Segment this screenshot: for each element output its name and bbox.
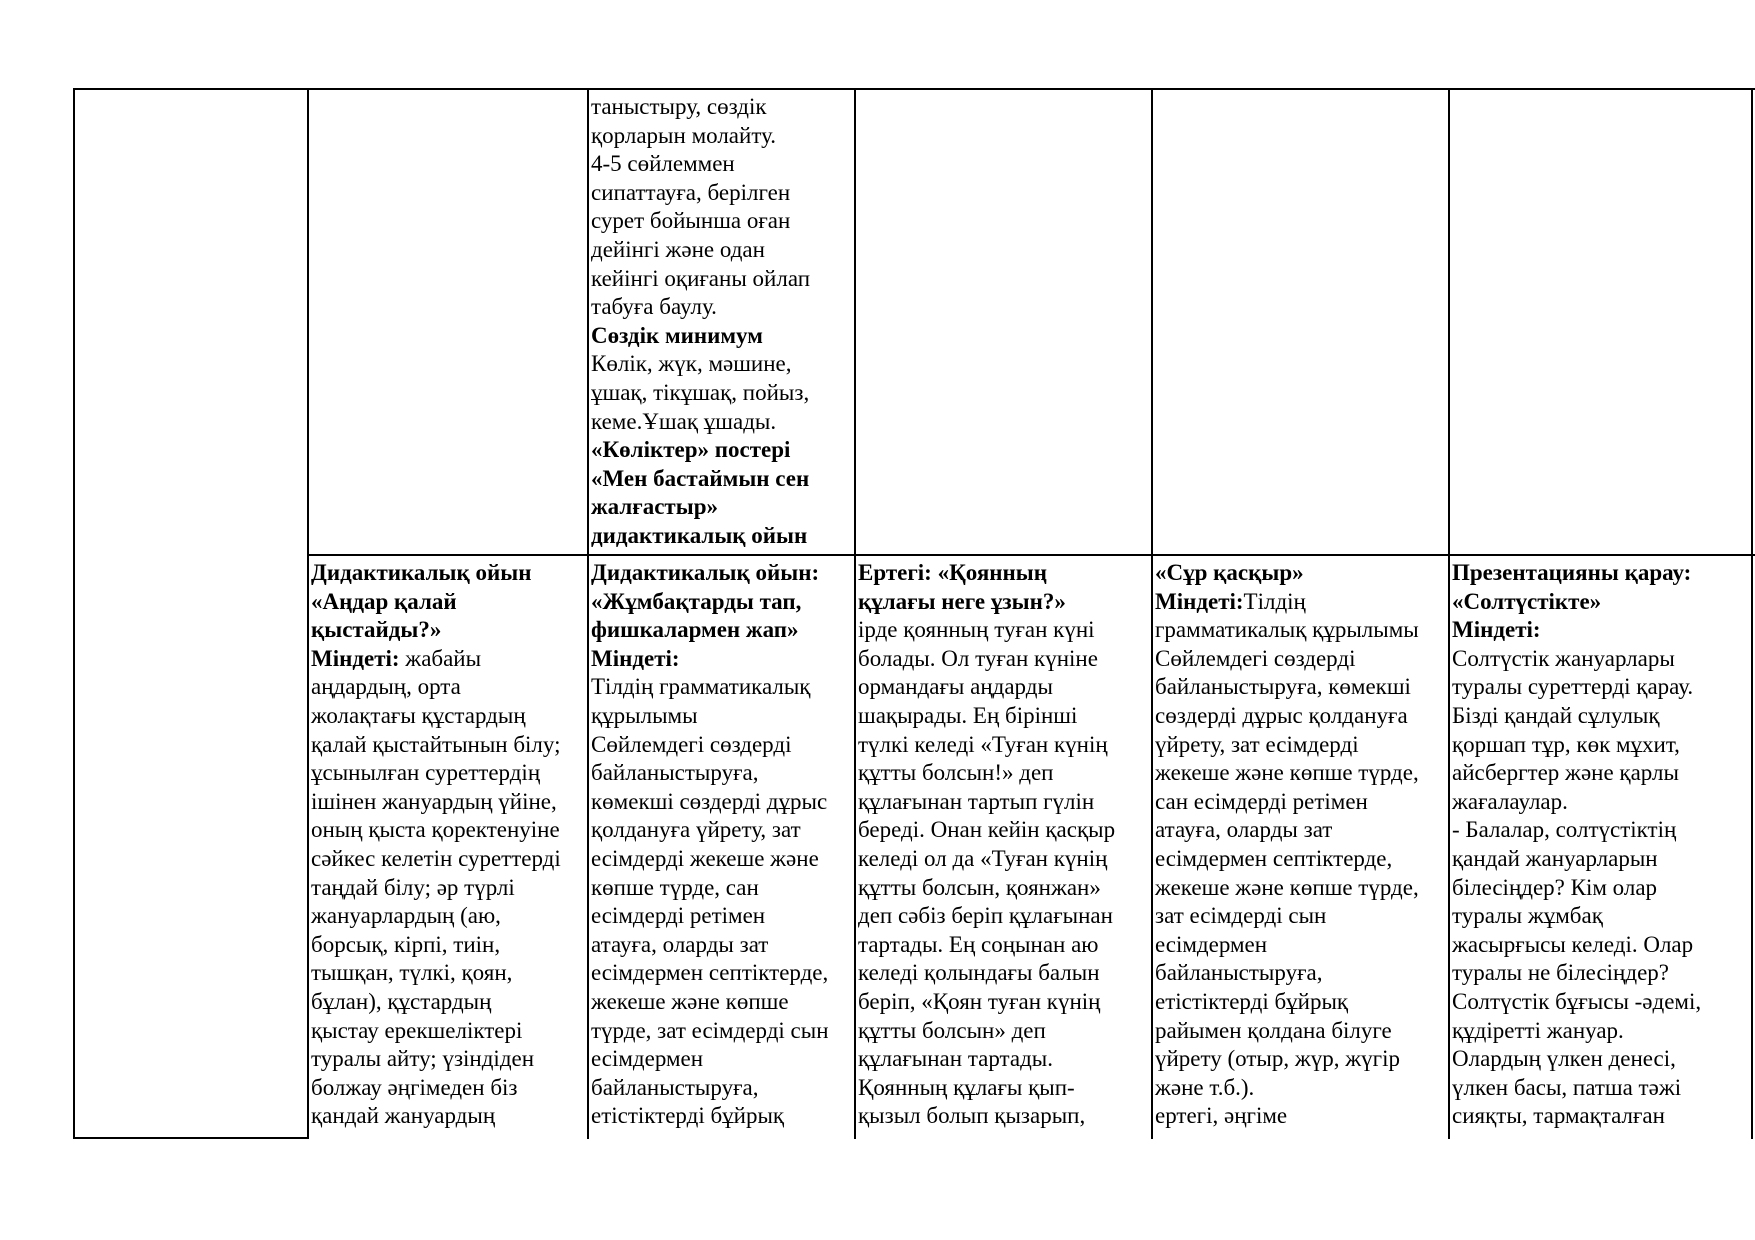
text-segment: көпше түрде, сан [591, 874, 759, 900]
text-line [858, 731, 1151, 760]
text-line [1155, 788, 1448, 817]
text-line [591, 1074, 854, 1103]
row2-col5-grey-wolf-cell [1153, 557, 1448, 1139]
text-segment: түлкі келеді «Туған күнің [858, 731, 1108, 757]
text-line [591, 731, 854, 760]
text-segment: бұлан), құстардың [311, 988, 492, 1014]
text-line [858, 959, 1151, 988]
bold-text: Дидактикалық ойын: [591, 560, 820, 585]
text-line [1452, 1102, 1751, 1131]
text-segment: байланыстыруға, [591, 760, 759, 786]
text-line: Сөздік минимум [591, 322, 763, 348]
text-line [591, 616, 854, 645]
text-line [1452, 988, 1751, 1017]
text-line: «Мен бастаймын сен [591, 465, 810, 491]
text-line [311, 731, 587, 760]
text-line [311, 816, 587, 845]
text-segment: - Балалар, солтүстіктің [1452, 817, 1677, 843]
text-line [311, 559, 587, 588]
text-line [591, 902, 854, 931]
text-line [1452, 645, 1751, 674]
text-line [591, 759, 854, 788]
text-segment: туралы суреттерді қарау. [1452, 674, 1694, 700]
text-segment: қандай жануардың [311, 1103, 496, 1129]
table-right-border [1751, 88, 1753, 1139]
text-line [858, 1017, 1151, 1046]
text-line [591, 1017, 854, 1046]
text-segment: таңдай білу; әр түрлі [311, 874, 515, 900]
text-line [1452, 902, 1751, 931]
text-line [1452, 845, 1751, 874]
text-segment: зат есімдерді сын [1155, 903, 1327, 929]
text-line [1155, 902, 1448, 931]
text-segment: сияқты, тармақталған [1452, 1103, 1665, 1129]
text-line [311, 1045, 587, 1074]
text-line [858, 931, 1151, 960]
text-segment: жекеше және көпше түрде, [1155, 760, 1419, 786]
text-segment: сөздерді дұрыс қолдануға [1155, 702, 1408, 728]
text-segment: аңдардың, орта [311, 674, 461, 700]
text-line [311, 874, 587, 903]
text-segment: айсбергтер және қарлы [1452, 760, 1679, 786]
text-line [858, 1074, 1151, 1103]
text-line [311, 988, 587, 1017]
text-line [1155, 559, 1448, 588]
text-segment: беріп, «Қоян туған күнің [858, 988, 1101, 1014]
text-line: жалғастыр» [591, 494, 718, 520]
text-segment: Бізді қандай сұлулық [1452, 702, 1660, 728]
bold-text: фишкалармен жап» [591, 617, 799, 643]
text-line [858, 673, 1151, 702]
text-line [1155, 988, 1448, 1017]
text-line: кейінгі оқиғаны ойлап [591, 265, 811, 291]
text-segment: құтты болсын» деп [858, 1017, 1046, 1043]
text-line [591, 588, 854, 617]
text-segment: құлағынан тартады. [858, 1046, 1054, 1072]
text-line [311, 673, 587, 702]
text-line [1155, 931, 1448, 960]
text-line [1452, 1074, 1751, 1103]
text-line [1155, 588, 1448, 617]
text-line [591, 1102, 854, 1131]
text-segment: ертегі, әңгіме [1155, 1103, 1288, 1129]
text-line [1452, 788, 1751, 817]
text-segment: жабайы [399, 645, 482, 671]
text-segment: ормандағы аңдарды [858, 674, 1053, 700]
text-segment: ірде қоянның туған күні [858, 617, 1095, 643]
text-line [1452, 874, 1751, 903]
text-line [858, 902, 1151, 931]
text-segment: үлкен басы, патша тәжі [1452, 1074, 1682, 1100]
bold-text: Презентацияны қарау: [1452, 560, 1692, 585]
bold-text: Міндеті: [591, 645, 680, 671]
text-line [591, 931, 854, 960]
text-line [591, 959, 854, 988]
bold-text: «Аңдар қалай [311, 588, 457, 614]
text-segment: туралы жұмбақ [1452, 903, 1603, 929]
text-line: дейінгі және одан [591, 236, 765, 262]
text-segment: байланыстыруға, [1155, 960, 1323, 986]
text-segment: құдіретті жануар. [1452, 1017, 1624, 1043]
text-line: қорларын молайту. [591, 122, 777, 148]
bold-text: «Сұр қасқыр» [1155, 560, 1304, 585]
text-segment: сәйкес келетін суреттерді [311, 845, 561, 871]
text-segment: Солтүстік жануарлары [1452, 645, 1675, 671]
text-line [1155, 1045, 1448, 1074]
text-line [858, 816, 1151, 845]
text-segment: жекеше және көпше [591, 988, 789, 1014]
text-line [858, 702, 1151, 731]
text-line [591, 1045, 854, 1074]
text-line [1452, 759, 1751, 788]
text-line [591, 874, 854, 903]
text-line [591, 673, 854, 702]
text-segment: есімдермен септіктерде, [1155, 845, 1393, 871]
text-segment: жасырғысы келеді. Олар [1452, 931, 1694, 957]
text-segment: құрылымы [591, 702, 698, 728]
row2-col3-riddles-game-cell [589, 557, 854, 1139]
text-segment: Солтүстік бұғысы -әдемі, [1452, 988, 1702, 1014]
text-segment: жағалаулар. [1452, 788, 1568, 814]
text-segment: қоршап тұр, көк мұхит, [1452, 731, 1680, 757]
text-line: кеме.Ұшақ ұшады. [591, 408, 777, 434]
text-line [858, 1102, 1151, 1131]
text-segment: етістіктерді бұйрық [591, 1103, 785, 1129]
text-line [591, 645, 854, 674]
text-line [1155, 759, 1448, 788]
text-segment: болады. Ол туған күніне [858, 645, 1098, 671]
text-line [591, 845, 854, 874]
text-line [311, 1017, 587, 1046]
row2-col2-didactic-game-cell [309, 557, 587, 1139]
text-segment: ұсынылған суреттердің [311, 760, 541, 786]
text-line [858, 645, 1151, 674]
text-line [1155, 845, 1448, 874]
bold-text: қыстайды?» [311, 617, 442, 643]
row1-col3-cell [589, 91, 854, 554]
row-divider [307, 554, 1755, 556]
text-line [591, 702, 854, 731]
text-line [1155, 616, 1448, 645]
text-line [858, 759, 1151, 788]
bold-text: Дидактикалық ойын [311, 560, 532, 585]
text-line: табуға баулу. [591, 294, 717, 320]
text-segment: жолақтағы құстардың [311, 702, 526, 728]
text-segment: есімдермен септіктерде, [591, 960, 829, 986]
row2-col4-fairy-tale-cell [856, 557, 1151, 1139]
text-segment: үйрету, зат есімдерді [1155, 731, 1359, 757]
text-line [311, 788, 587, 817]
text-segment: ішінен жануардың үйіне, [311, 788, 557, 814]
text-segment: құтты болсын, қоянжан» [858, 874, 1101, 900]
row1-col1-empty-cell [75, 90, 307, 1137]
text-line [1155, 702, 1448, 731]
text-line [858, 588, 1151, 617]
text-segment: Тілдің [1243, 588, 1306, 614]
text-line [1452, 616, 1751, 645]
text-line [858, 845, 1151, 874]
bold-text: Міндеті: [1155, 588, 1244, 614]
text-segment: қалай қыстайтынын білу; [311, 731, 561, 757]
row2-col6-presentation-cell [1450, 557, 1751, 1139]
table-bottom-border-first-column [73, 1137, 309, 1139]
text-segment: жекеше және көпше түрде, [1155, 874, 1419, 900]
text-segment: қыстау ерекшеліктері [311, 1017, 523, 1043]
text-line [1452, 673, 1751, 702]
text-line [1155, 1074, 1448, 1103]
text-segment: Сөйлемдегі сөздерді [1155, 645, 1356, 671]
text-line [1452, 1017, 1751, 1046]
text-segment: байланыстыруға, көмекші [1155, 674, 1411, 700]
text-segment: үйрету (отыр, жүр, жүгір [1155, 1046, 1400, 1072]
text-line [858, 874, 1151, 903]
text-line [1452, 816, 1751, 845]
text-line [311, 1074, 587, 1103]
bold-text: Міндеті: [311, 645, 400, 671]
text-line: 4-5 сөйлеммен [591, 151, 735, 177]
text-line: «Көліктер» постері [591, 437, 791, 463]
row1-col2-empty-cell [309, 90, 587, 554]
text-segment: туралы не білесіңдер? [1452, 960, 1669, 986]
text-segment: құтты болсын!» деп [858, 760, 1054, 786]
text-line [311, 645, 587, 674]
text-segment: байланыстыруға, [591, 1074, 759, 1100]
text-segment: береді. Онан кейін қасқыр [858, 817, 1116, 843]
text-line [311, 616, 587, 645]
text-segment: тартады. Ең соңынан аю [858, 931, 1099, 957]
text-line [1155, 645, 1448, 674]
bold-text: «Жұмбақтарды тап, [591, 588, 802, 614]
text-segment: келеді ол да «Туған күнің [858, 845, 1108, 871]
text-line: дидактикалық ойын [591, 522, 808, 548]
text-line [311, 1102, 587, 1131]
text-segment: келеді қолындағы балын [858, 960, 1100, 986]
text-segment: борсық, кірпі, тиін, [311, 931, 501, 957]
text-segment: Сөйлемдегі сөздерді [591, 731, 792, 757]
text-segment: сан есімдерді ретімен [1155, 788, 1368, 814]
text-segment: атауға, оларды зат [1155, 817, 1333, 843]
text-line [1155, 874, 1448, 903]
text-line [858, 788, 1151, 817]
text-line [1155, 1102, 1448, 1131]
text-line: сипаттауға, берілген [591, 179, 791, 205]
text-line [1452, 702, 1751, 731]
text-segment: жануарлардың (аю, [311, 903, 501, 929]
text-segment: білесіңдер? Кім олар [1452, 874, 1658, 900]
text-segment: қызыл болып қызарып, [858, 1103, 1086, 1129]
text-segment: оның қыста қоректенуіне [311, 817, 560, 843]
text-line [311, 959, 587, 988]
text-line [311, 845, 587, 874]
text-line: Көлік, жүк, мәшине, [591, 351, 792, 377]
text-segment: есімдерді жекеше және [591, 845, 819, 871]
text-segment: қандай жануарларын [1452, 845, 1658, 871]
text-line [1452, 559, 1751, 588]
text-line [311, 902, 587, 931]
text-segment: қолдануға үйрету, зат [591, 817, 801, 843]
text-line [311, 931, 587, 960]
text-line [1452, 731, 1751, 760]
text-line [858, 988, 1151, 1017]
text-line [1155, 731, 1448, 760]
text-segment: шақырады. Ең бірінші [858, 702, 1078, 728]
text-segment: туралы айту; үзіндіден [311, 1046, 535, 1072]
bold-text: Міндеті: [1452, 617, 1541, 643]
bold-text: «Солтүстікте» [1452, 588, 1602, 614]
text-line [858, 616, 1151, 645]
text-line [1452, 588, 1751, 617]
text-segment: және т.б.). [1155, 1074, 1255, 1100]
text-segment: есімдермен [1155, 931, 1268, 957]
text-segment: етістіктерді бұйрық [1155, 988, 1349, 1014]
text-segment: атауға, оларды зат [591, 931, 769, 957]
text-line [858, 559, 1151, 588]
text-line [858, 1045, 1151, 1074]
text-line [1452, 931, 1751, 960]
text-segment: Қоянның құлағы қып- [858, 1074, 1075, 1100]
bold-text: құлағы неге ұзын?» [858, 588, 1066, 614]
text-line [1155, 959, 1448, 988]
text-segment: Олардың үлкен денесі, [1452, 1046, 1676, 1072]
text-line: таныстыру, сөздік [591, 94, 767, 119]
text-line [591, 788, 854, 817]
text-segment: грамматикалық құрылымы [1155, 617, 1419, 643]
text-line [591, 988, 854, 1017]
text-line [311, 588, 587, 617]
text-segment: есімдерді ретімен [591, 903, 766, 929]
text-segment: есімдермен [591, 1046, 704, 1072]
text-line: ұшақ, тікұшақ, пойыз, [591, 379, 810, 405]
row1-col4-empty-cell [856, 90, 1151, 554]
text-line [1155, 816, 1448, 845]
text-line [1155, 673, 1448, 702]
text-segment: райымен қолдана білуге [1155, 1017, 1392, 1043]
text-line: сурет бойынша оған [591, 208, 791, 234]
text-line [311, 702, 587, 731]
text-segment: болжау әңгімеден біз [311, 1074, 518, 1100]
text-segment: құлағынан тартып гүлін [858, 788, 1095, 814]
text-segment: деп сәбіз беріп құлағынан [858, 903, 1113, 929]
text-line [591, 816, 854, 845]
bold-text: Ертегі: «Қоянның [858, 560, 1047, 585]
text-line [1155, 1017, 1448, 1046]
text-segment: көмекші сөздерді дұрыс [591, 788, 828, 814]
text-line [311, 759, 587, 788]
text-segment: түрде, зат есімдерді сын [591, 1017, 829, 1043]
text-segment: Тілдің грамматикалық [591, 674, 811, 700]
row1-col6-empty-cell [1450, 90, 1751, 554]
text-segment: тышқан, түлкі, қоян, [311, 960, 513, 986]
text-line [1452, 1045, 1751, 1074]
row1-col5-empty-cell [1153, 90, 1448, 554]
text-line [1452, 959, 1751, 988]
text-line [591, 559, 854, 588]
